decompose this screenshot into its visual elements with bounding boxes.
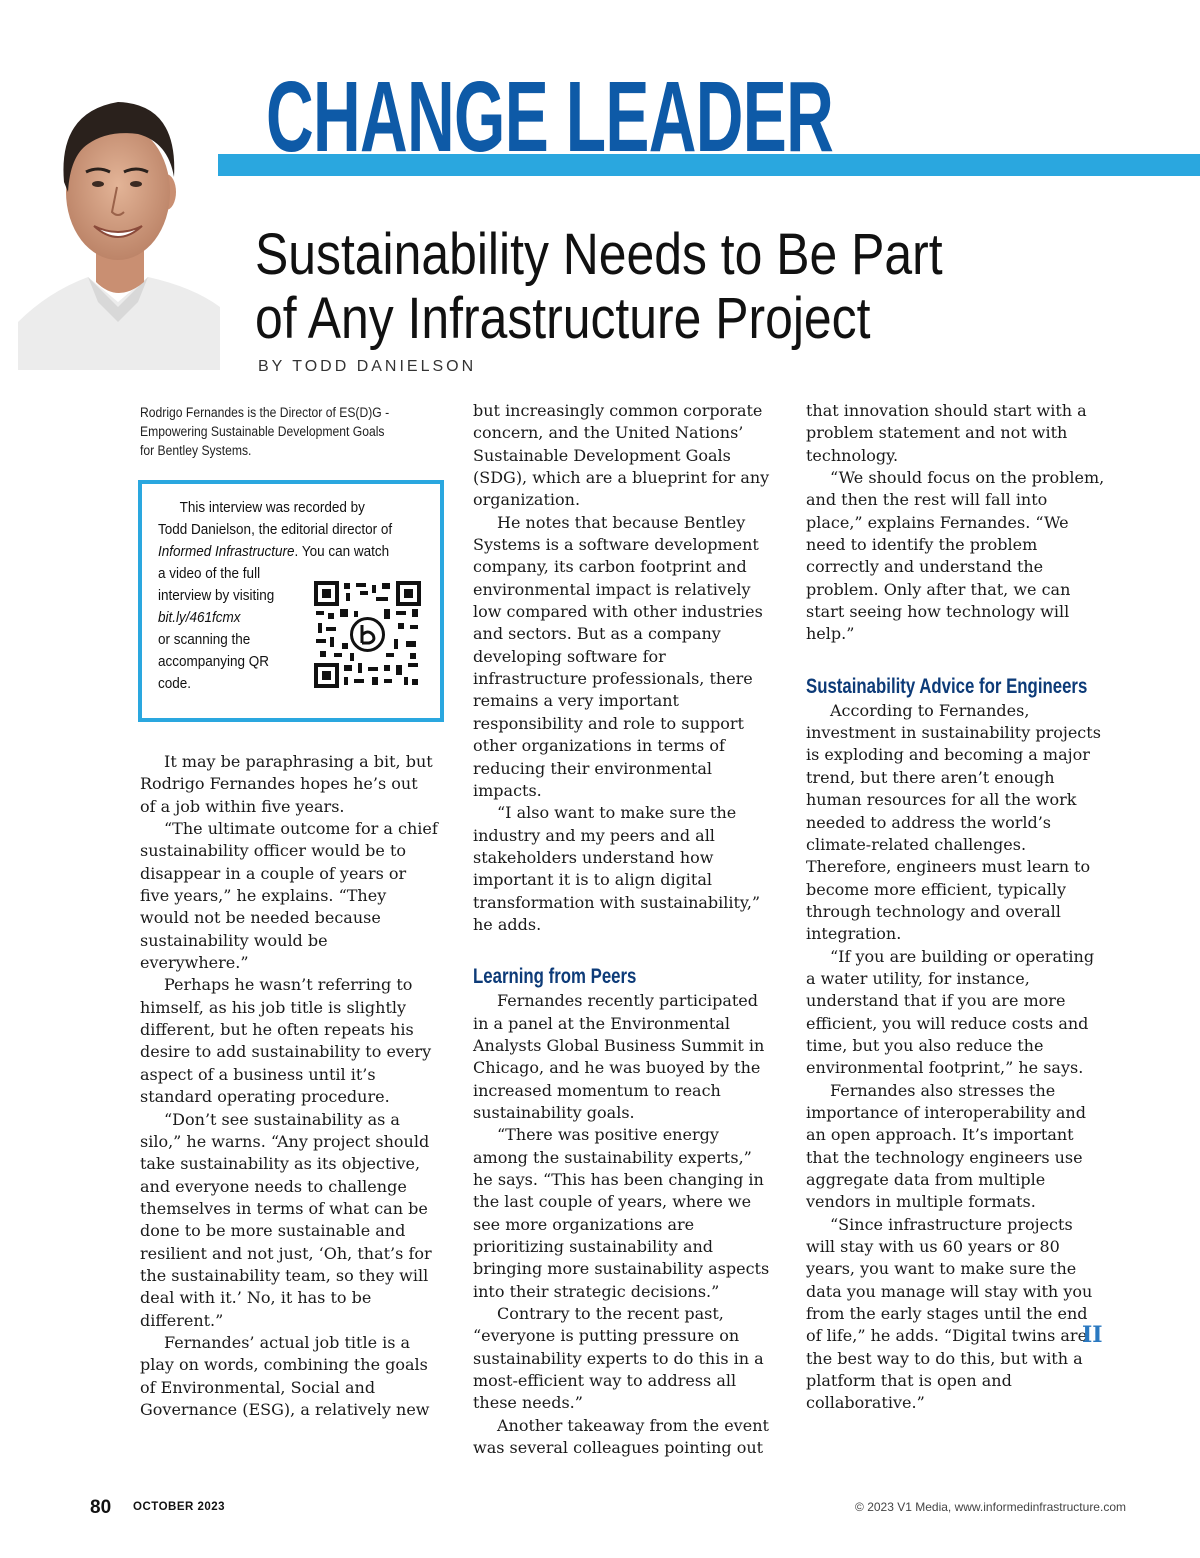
paragraph: “If you are building or operating a water utility, for instance, understand that if you are more efficient, you will reduce costs and time, but you also reduce the environmental footprint,” he says. [806, 946, 1095, 1078]
article-end-mark: II [1082, 1322, 1103, 1348]
article-column-3 [806, 400, 1106, 1415]
paragraph: “I also want to make sure the industry and my peers and all stakeholders understand how important it is to align digital transformation with sustainability,” he adds. [473, 803, 761, 934]
section-title: CHANGE LEADER [266, 61, 834, 173]
paragraph: Fernandes’ actual job title is a play on words, combining the goals of Environmental, Social and Governance (ESG), a relatively new [140, 1332, 430, 1419]
callout-line-tail: . You can watch [294, 543, 390, 560]
paragraph: Contrary to the recent past, “everyone is putting pressure on sustainability experts to do this in a most-efficient way to address all these needs.” [473, 1304, 764, 1413]
callout-line: This interview was recorded by [179, 499, 365, 516]
video-link-text[interactable]: bit.ly/461fcmx [158, 609, 241, 626]
byline: BY TODD DANIELSON [258, 358, 477, 375]
paragraph: but increasingly common corporate concern, and the United Nations’ Sustainable Development Goals (SDG), which are a blueprint for any organization. [473, 401, 770, 510]
subhead-learning-from-peers: Learning from Peers [473, 965, 637, 989]
paragraph: He notes that because Bentley Systems is a software development company, its carbon footprint and environmental impact is relatively low compared with other industries and sectors. But as a company developing software for infrastructure professionals, there remains a very important responsibility and role to support other organizations in terms of reducing their environmental impacts. [473, 512, 763, 800]
paragraph: According to Fernandes, investment in sustainability projects is exploding and becoming a major trend, but there aren’t enough human resources for all the work needed to address the world’s climate-related challenges. Therefore, engineers must learn to become more efficient, typically through technology and overall integration. [806, 700, 1101, 944]
paragraph: “We should focus on the problem, and then the rest will fall into place,” explains Fernandes. “We need to identify the problem correctly and understand the problem. Only after that, we can start seeing how technology will help.” [806, 468, 1105, 644]
paragraph: “Don’t see sustainability as a silo,” he warns. “Any project should take sustainability as its objective, and everyone needs to challenge themselves in terms of what can be done to be more sustainable and resilient and not just, ‘Oh, that’s for the sustainability team, so they will deal with it.’ No, it has to be different.” [140, 1109, 432, 1330]
callout-line: or scanning the [158, 631, 251, 648]
paragraph: “There was positive energy among the sustainability experts,” he says. “This has been changing in the last couple of years, where we see more organizations are prioritizing sustainability and bringing more sustainability aspects into their strategic decisions.” [473, 1125, 770, 1301]
headline-line-1: Sustainability Needs to Be Part [255, 222, 943, 287]
paragraph: “The ultimate outcome for a chief sustainability officer would be to disappear in a couple of years or five years,” he explains. “They would not be needed because sustainability would be everywhere.” [140, 819, 438, 973]
callout-line: Todd Danielson, the editorial director of [158, 521, 393, 538]
author-portrait-photo [18, 72, 220, 370]
paragraph: It may be paraphrasing a bit, but Rodrigo Fernandes hopes he’s out of a job within five years. [140, 752, 433, 816]
copyright-notice: © 2023 V1 Media, www.informedinfrastructure.com [855, 1500, 1126, 1514]
callout-line: code. [158, 675, 192, 692]
subhead-sustainability-advice: Sustainability Advice for Engineers [806, 674, 1088, 698]
callout-line: accompanying QR [158, 653, 270, 670]
article-column-2 [473, 400, 773, 1459]
page-number: 80 [90, 1497, 112, 1518]
paragraph: Fernandes recently participated in a panel at the Environmental Analysts Global Business Summit in Chicago, and he was buoyed by the increased momentum to reach sustainability goals. [473, 991, 765, 1122]
headline-line-2: of Any Infrastructure Project [255, 286, 871, 351]
article-column-1 [140, 751, 438, 1421]
callout-line [158, 541, 401, 563]
paragraph: “Since infrastructure projects will stay with us 60 years or 80 years, you want to make sure the data you manage will stay with you from the early stages until the end of life,” he adds. “Digital twins are the best way to do this, but with a platform that is open and collaborative.” [806, 1214, 1093, 1413]
article-headline [255, 223, 1029, 351]
paragraph: that innovation should start with a problem statement and not with technology. [806, 401, 1087, 465]
qr-code-icon[interactable] [314, 581, 421, 688]
publication-name: Informed Infrastructure [158, 543, 295, 560]
photo-caption: Rodrigo Fernandes is the Director of ES(D)G - Empowering Sustainable Development Goals for Bentley Systems. [140, 405, 390, 458]
paragraph: Perhaps he wasn’t referring to himself, as his job title is slightly different, but he often repeats his desire to add sustainability to every aspect of a business until it’s standard operating procedure. [140, 975, 432, 1107]
paragraph: Fernandes also stresses the importance of interoperability and an open approach. It’s important that the technology engineers use aggregate data from multiple vendors in multiple formats. [806, 1080, 1086, 1212]
callout-line: a video of the full [158, 565, 261, 582]
paragraph: Another takeaway from the event was several colleagues pointing out [473, 1415, 769, 1458]
issue-date: OCTOBER 2023 [133, 1501, 226, 1513]
callout-line: interview by visiting [158, 587, 275, 604]
